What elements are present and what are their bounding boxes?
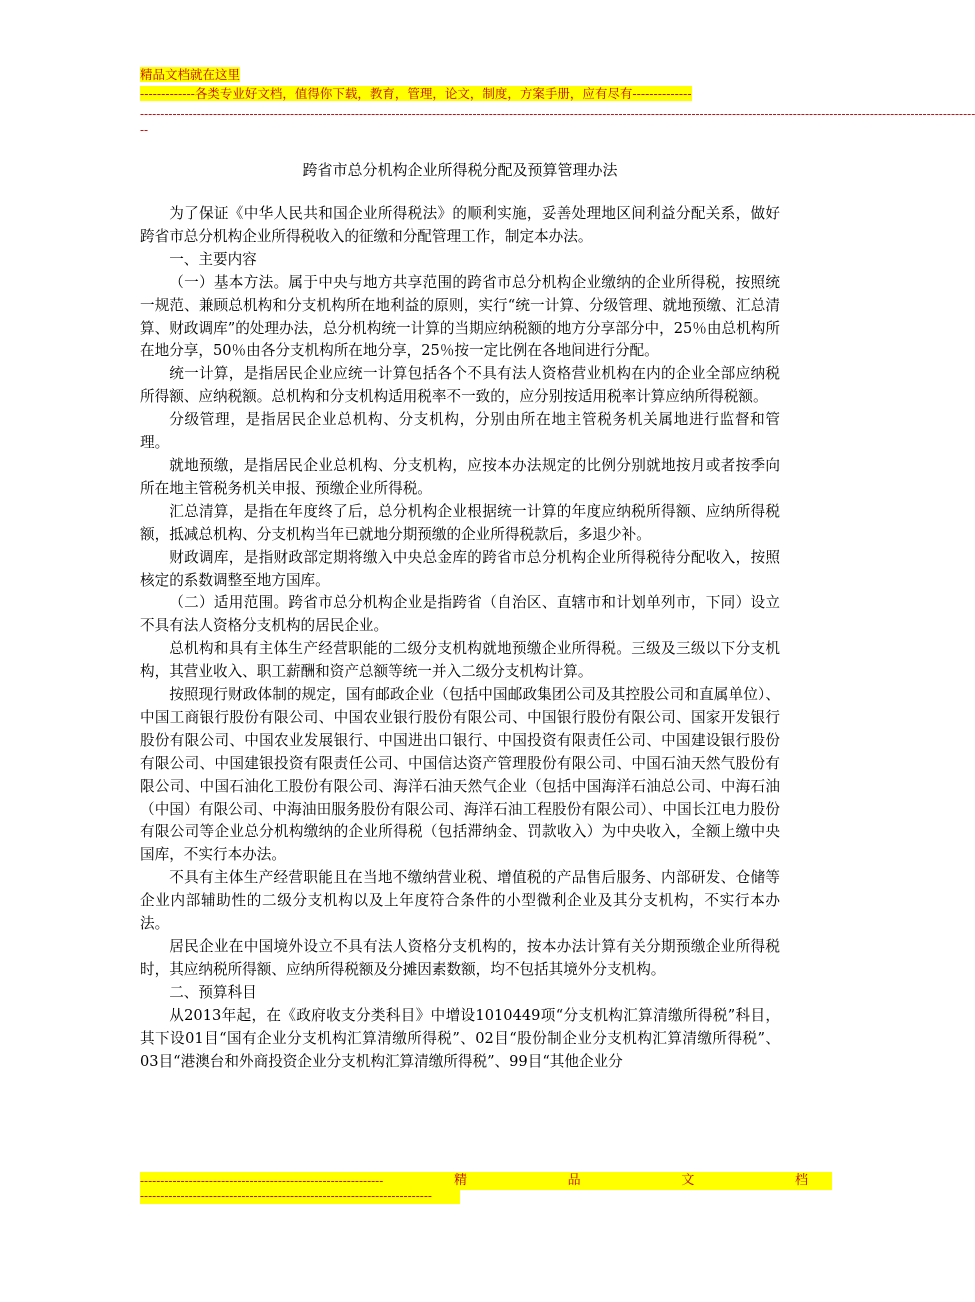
paragraph: （二）适用范围。跨省市总分机构企业是指跨省（自治区、直辖市和计划单列市，下同）设立不具有法人资格分支机构的居民企业。 [140, 594, 780, 635]
paragraph: 为了保证《中华人民共和国企业所得税法》的顺利实施，妥善处理地区间利益分配关系，做好跨省市总分机构企业所得税收入的征缴和分配管理工作，制定本办法。 [140, 205, 780, 245]
header-divider: -------------------------------------------------------------------------------------------------------------------------------------------------------------------------------------------------------------- [140, 107, 975, 121]
footer-dashes: ------------------------------------------------------------ [140, 1174, 384, 1188]
paragraph: 总机构和具有主体生产经营职能的二级分支机构就地预缴企业所得税。三级及三级以下分支机构，其营业收入、职工薪酬和资产总额等统一并入二级分支机构计算。 [140, 640, 780, 681]
section-heading: 二、预算科目 [169, 983, 257, 1001]
paragraph: 统一计算，是指居民企业应统一计算包括各个不具有法人资格营业机构在内的企业全部应纳税所得额、应纳税额。总机构和分支机构适用税率不一致的，应分别按适用税率计算应纳所得税额。 [140, 365, 780, 406]
paragraph: 按照现行财政体制的规定，国有邮政企业（包括中国邮政集团公司及其控股公司和直属单位）、中国工商银行股份有限公司、中国农业银行股份有限公司、中国银行股份有限公司、国家开发银行股份有限公司、中国农业发展银行、中国进出口银行、中国投资有限责任公司、中国建设银行股份有限公司、中国建银投资有限责任公司、中国信达资产管理股份有限公司、中国石油天然气股份有限公司、中国石油化工股份有限公司、海洋石油天然气企业（包括中国海洋石油总公司、中海石油（中国）有限公司、中海油田服务股份有限公司、海洋石油工程股份有限公司）、中国长江电力股份有限公司等企业总分机构缴纳的企业所得税（包括滞纳金、罚款收入）为中央收入，全额上缴中央国库，不实行本办法。 [140, 686, 780, 864]
header-subtitle: -------------各类专业好文档，值得你下载，教育，管理，论文，制度，方案手册，应有尽有-------------- [140, 86, 692, 101]
paragraph: 汇总清算，是指在年度终了后，总分机构企业根据统一计算的年度应纳税所得额、应纳所得税额，抵减总机构、分支机构当年已就地分期预缴的企业所得税款后，多退少补。 [140, 502, 780, 543]
header-banner [140, 66, 780, 84]
document-title: 跨省市总分机构企业所得税分配及预算管理办法 [302, 161, 618, 179]
paragraph: 分级管理，是指居民企业总机构、分支机构，分别由所在地主管税务机关属地进行监督和管理。 [140, 411, 780, 452]
footer-banner [140, 1172, 832, 1190]
section-heading: 一、主要内容 [169, 250, 257, 268]
paragraph: 财政调库，是指财政部定期将缴入中央总金库的跨省市总分机构企业所得税待分配收入，按照核定的系数调整至地方国库。 [140, 548, 780, 589]
header-divider-tail: -- [140, 123, 149, 137]
paragraph: （一）基本方法。属于中央与地方共享范围的跨省市总分机构企业缴纳的企业所得税，按照统一规范、兼顾总机构和分支机构所在地利益的原则，实行“统一计算、分级管理、就地预缴、汇总清算、财政调库”的处理办法，总分机构统一计算的当期应纳税额的地方分享部分中，25％由总机构所在地分享，50％由各分支机构所在地分享，25％按一定比例在各地间进行分配。 [140, 273, 780, 360]
paragraph: 不具有主体生产经营职能且在当地不缴纳营业税、增值税的产品售后服务、内部研发、仓储等企业内部辅助性的二级分支机构以及上年度符合条件的小型微利企业及其分支机构，不实行本办法。 [140, 869, 780, 933]
paragraph: 就地预缴，是指居民企业总机构、分支机构，应按本办法规定的比例分别就地按月或者按季向所在地主管税务机关申报、预缴企业所得税。 [140, 456, 780, 497]
header-title: 精品文档就在这里 [140, 67, 241, 82]
footer-words [402, 1172, 832, 1190]
document-body [140, 203, 780, 1073]
paragraph: 居民企业在中国境外设立不具有法人资格分支机构的，按本办法计算有关分期预缴企业所得税时，其应纳税所得额、应纳所得税额及分摊因素数额，均不包括其境外分支机构。 [140, 938, 780, 978]
footer-word: 档 [794, 1173, 808, 1188]
footer-word: 文 [681, 1173, 695, 1188]
paragraph: 从2013年起，在《政府收支分类科目》中增设1010449项“分支机构汇算清缴所得税”科目，其下设01目“国有企业分支机构汇算清缴所得税”、02目“股份制企业分支机构汇算清缴所得税”、03目“港澳台和外商投资企业分支机构汇算清缴所得税”、99目“其他企业分 [140, 1006, 780, 1070]
footer-word: 精 [454, 1173, 468, 1188]
footer-word: 品 [567, 1173, 581, 1188]
header-subtitle-row [140, 85, 780, 103]
footer-divider: ------------------------------------------------------------------------ [140, 1190, 460, 1204]
